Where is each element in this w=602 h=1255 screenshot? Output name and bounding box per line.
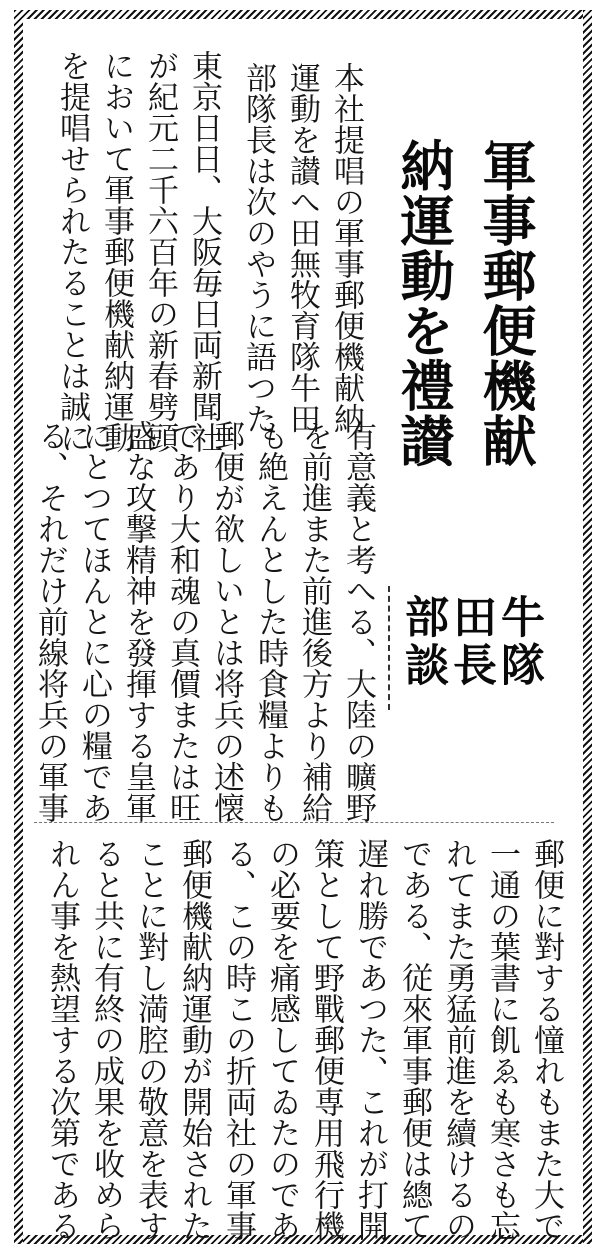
column-divider [34,822,554,823]
block3-line-6: 策として野戰郵便専用飛行機 [308,838,344,1241]
block3-line-1: 郵便に對する憧れもまた大で [528,838,564,1241]
headline-line-1: 軍事郵便機献 [474,138,537,468]
block2-line-6: 盛な攻撃精神を發揮する皇軍 [120,420,156,823]
block2-line-1: 有意義と考へる、大陸の曠野 [340,420,376,823]
block3-line-3: れてまた勇猛前進を續けるの [440,838,476,1241]
block2-line-8: る、それだけ前線将兵の軍事 [32,420,68,823]
block3-line-4: である、従來軍事郵便は總て [396,838,432,1241]
block3-line-8: る、この時この折両社の軍事 [220,838,256,1241]
block3-line-11: ると共に有終の成果を收めら [88,838,124,1241]
byline-line-3: 部談 [397,594,448,690]
block3-line-7: の必要を痛感してゐたのであ [264,838,300,1241]
byline-line-1: 牛隊 [493,594,544,690]
block3-line-2: 一通の葉書に飢ゑも寒さも忘 [484,838,520,1241]
block3-line-5: 遅れ勝であつた、これが打開 [352,838,388,1241]
block1-line-5: が紀元二千六百年の新春劈頭 [142,50,178,453]
block1-line-2: 運動を讃へ田無牧育隊牛田 [284,62,320,434]
block1-line-7: を提唱せられたることは誠に [54,50,90,453]
block2-line-2: を前進また前進後方より補給 [296,420,332,823]
block1-line-6: において軍事郵便機献納運動 [98,50,134,453]
border-right [583,10,592,1244]
block1-line-3: 部隊長は次のやうに語つた [240,62,276,434]
block2-line-5: であり大和魂の真價または旺 [164,420,200,823]
byline-line-2: 田長 [445,594,496,690]
block2-line-4: 郵便が欲しいとは将兵の述懐 [208,420,244,823]
block3-line-12: れん事を熱望する次第である [44,838,80,1241]
border-left [14,10,23,1244]
block3-line-9: 郵便機献納運動が開始された [176,838,212,1241]
block1-line-1: 本社提唱の軍事郵便機献納 [328,62,364,434]
headline-line-2: 納運動を禮讃 [392,138,455,468]
border-top [14,10,592,19]
block1-line-4: 東京日日、大阪毎日両新聞社 [186,50,222,453]
block3-line-10: ことに對し満腔の敬意を表す [132,838,168,1241]
block2-line-7: にとつてほんとに心の糧であ [76,420,112,823]
block2-line-3: も絶えんとした時食糧よりも [252,420,288,823]
